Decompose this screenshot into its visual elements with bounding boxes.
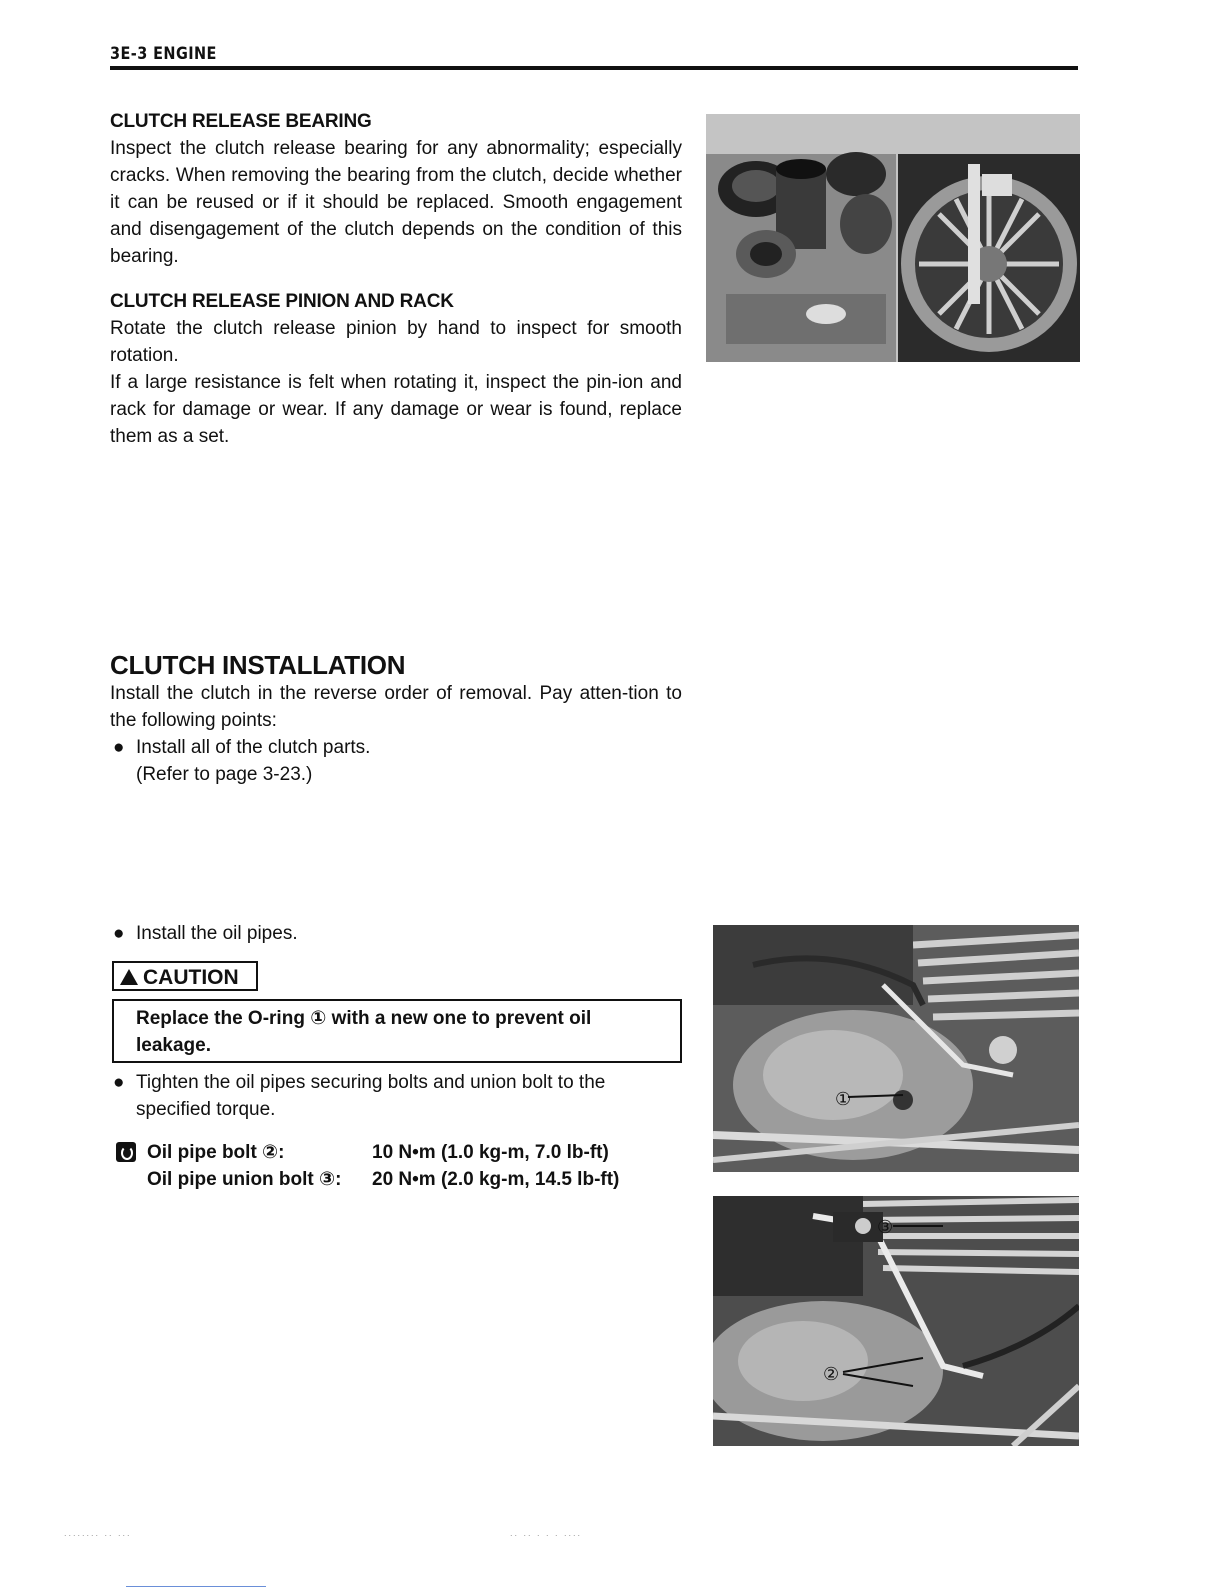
callout-o-ring: ① [835,1089,852,1110]
caution-label [112,961,258,991]
caution-text: Replace the O-ring ① with a new one to prevent oil leakage. [136,1008,592,1056]
header-rule [110,66,1078,70]
oil-pipes-bullet-wrap [110,920,682,947]
installation-section [110,650,682,788]
pinion-rack-section [110,288,682,450]
bullet-dot: ● [113,737,125,758]
pinion-rack-body-1: Rotate the clutch release pinion by hand to inspect for smooth rotation. [110,318,682,366]
release-bearing-heading: CLUTCH RELEASE BEARING [110,111,372,132]
tighten-bullet-wrap [110,1069,682,1123]
release-bearing-body: Inspect the clutch release bearing for any abnormality; especially cracks. When removing the bearing from the clutch, decide whether it can be reused or if it should be replaced. Smooth engagement and disengagement of the clutch depends on the condition of this bearing. [110,138,682,267]
torque-wrench-icon [116,1142,136,1162]
installation-intro: Install the clutch in the reverse order of removal. Pay atten-tion to the following points: [110,683,682,731]
bullet-dot: ● [113,1072,125,1093]
pinion-rack-body-2: If a large resistance is felt when rotating it, inspect the pin-ion and rack for damage or wear. If any damage or wear is found, replace them as a set. [110,372,682,447]
bullet-install-parts-ref: (Refer to page 3-23.) [136,764,313,785]
torque-label: Oil pipe bolt ②: [147,1142,285,1163]
bullet-install-oil-pipes [110,920,682,947]
bullet-dot: ● [113,923,125,944]
scan-artifact: .. .. . . . .... [510,1528,583,1538]
torque-label: Oil pipe union bolt ③: [147,1169,342,1190]
pinion-rack-heading: CLUTCH RELEASE PINION AND RACK [110,291,454,312]
bullet-install-parts [110,734,682,788]
torque-value: 20 N•m (2.0 kg-m, 14.5 lb-ft) [372,1169,620,1190]
photo-oil-pipe-oring [713,925,1079,1172]
callout-pipe-bolt: ② [823,1364,840,1385]
bullet-tighten-pipes-text: Tighten the oil pipes securing bolts and union bolt to the specified torque. [136,1072,606,1120]
installation-heading: CLUTCH INSTALLATION [110,650,406,680]
section-title: 3E-3 ENGINE [110,44,217,64]
warning-triangle-icon [120,969,138,985]
caution-label-text: CAUTION [143,966,239,989]
bullet-install-parts-text: Install all of the clutch parts. [136,737,371,758]
torque-value: 10 N•m (1.0 kg-m, 7.0 lb-ft) [372,1142,609,1163]
photo-clutch-cover [706,114,1080,362]
scan-artifact: ........ .. ... [64,1528,132,1538]
page-header [110,44,1078,64]
photo-oil-pipe-bolts [713,1196,1079,1446]
caution-box [112,999,682,1063]
release-bearing-section [110,108,682,270]
bullet-tighten-pipes [110,1069,682,1123]
bullet-install-oil-pipes-text: Install the oil pipes. [136,923,298,944]
callout-union-bolt: ③ [877,1217,894,1238]
